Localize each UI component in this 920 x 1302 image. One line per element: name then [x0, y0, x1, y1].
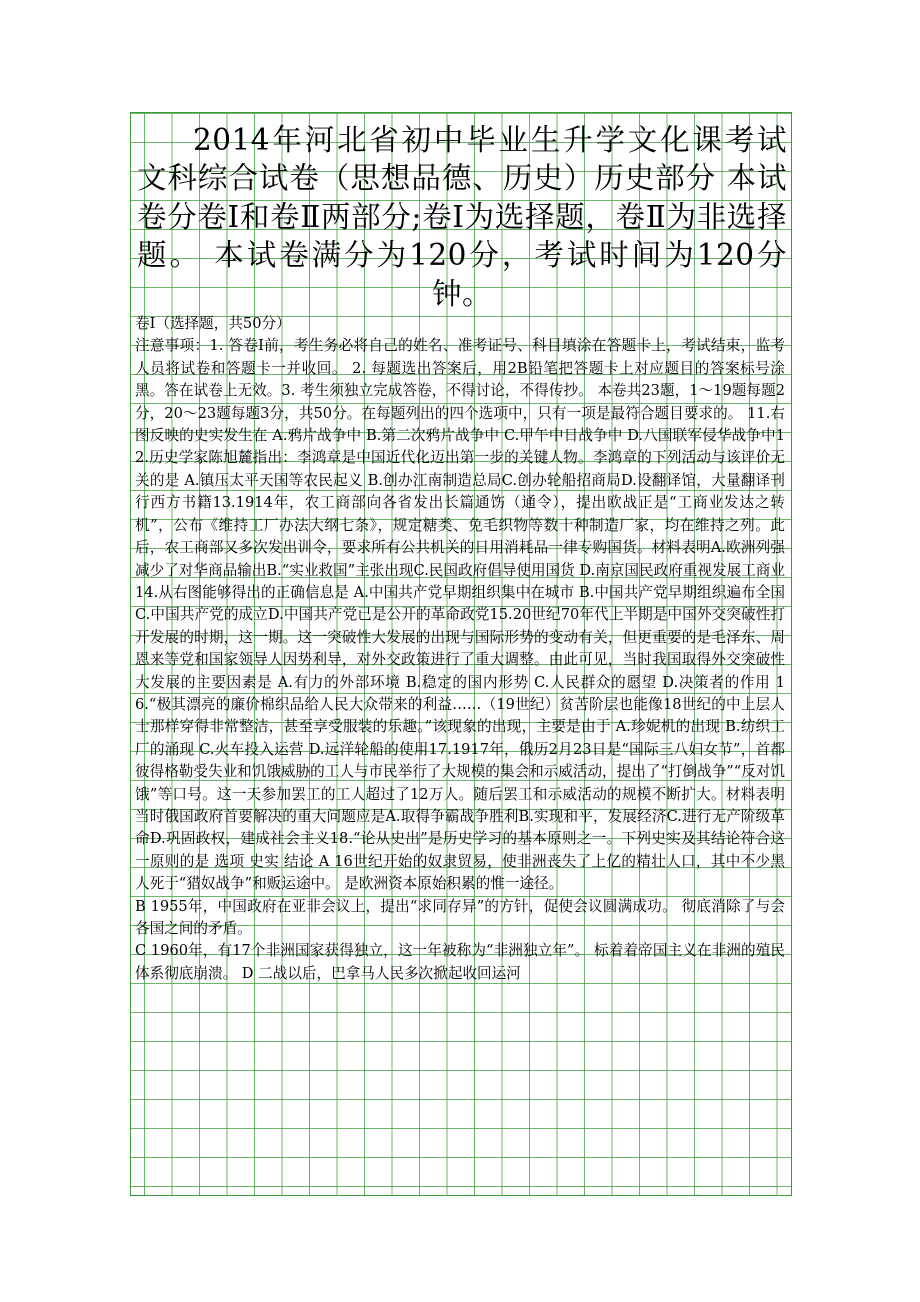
option-b-row: B 1955年，中国政府在亚非会议上，提出“求同存异”的方针，促使会议圆满成功。 彻底消除了与会各国之间的矛盾。: [135, 897, 785, 937]
section-heading: 卷Ⅰ（选择题，共50分）: [135, 315, 291, 333]
exam-title: 2014年河北省初中毕业生升学文化课考试 文科综合试卷（思想品德、历史）历史部分 本试卷分卷Ⅰ和卷Ⅱ两部分;卷Ⅰ为选择题，卷Ⅱ为非选择题。 本试卷满分为120分，考试时间为120分钟。: [137, 123, 787, 311]
option-c-row: C 1960年，有17个非洲国家获得独立，这一年被称为“非洲独立年”。 标着着帝国主义在非洲的殖民体系彻底崩溃。 D 二战以后，巴拿马人民多次掀起收回运河: [135, 942, 785, 982]
exam-page: [130, 112, 792, 1196]
exam-body-text: 注意事项：1. 答卷Ⅰ前，考生务必将自己的姓名、准考证号、科目填涂在答题卡上，考试结束，监考人员将试卷和答题卡一并收回。 2. 每题选出答案后，用2B铅笔把答题卡上对应题目的答案标号涂黑。答在试卷上无效。3. 考生须独立完成答卷，不得讨论，不得传抄。 本卷共23题，1～19题每题2分，20～23题每题3分，共50分。在每题列出的四个选项中，只有一项是最符合题目要求的。 11.右图反映的史实发生在 A.鸦片战争中 B.第二次鸦片战争中 C.甲午中日战争中 D.八国联军侵华战争中12.历史学家陈旭麓指出：李鸿章是中国近代化迈出第一步的关键人物。李鸿章的下列活动与该评价无关的是 A.镇压太平天国等农民起义 B.创办江南制造总局C.创办轮船招商局D.设翻译馆，大量翻译刊行西方书籍13.1914年，农工商部向各省发出长篇通饬（通令），提出欧战正是“工商业发达之转机”，公布《维持工厂办法大纲七条》，规定糖类、免毛织物等数十种制造厂家，均在维持之列。此后，农工商部又多次发出训令，要求所有公共机关的日用消耗品一律专购国货。材料表明A.欧洲列强减少了对华商品输出B.“实业救国”主张出现C.民国政府倡导使用国货 D.南京国民政府重视发展工商业 14.从右图能够得出的正确信息是 A.中国共产党早期组织集中在城市 B.中国共产党早期组织遍布全国 C.中国共产党的成立D.中国共产党已是公开的革命政党15.20世纪70年代上半期是中国外交突破性打开发展的时期，这一期。这一突破性大发展的出现与国际形势的变动有关，但更重要的是毛泽东、周恩来等党和国家领导人因势利导，对外交政策进行了重大调整。由此可见，当时我国取得外交突破性大发展的主要因素是 A.有力的外部环境 B.稳定的国内形势 C.人民群众的愿望 D.决策者的作用 16.“极其漂亮的廉价棉织品给人民大众带来的利益……（19世纪）贫苦阶层也能像18世纪的中上层人士那样穿得非常整洁，甚至享受服装的乐趣。”该现象的出现，主要是由于 A.珍妮机的出现 B.纺织工厂的涌现 C.火车投入运营 D.远洋轮船的使用17.1917年，俄历2月23日是“国际三八妇女节”，首都彼得格勒受失业和饥饿威胁的工人与市民举行了大规模的集会和示威活动，提出了“打倒战争”“反对饥饿”等口号。这一天参加罢工的工人超过了12万人。随后罢工和示威活动的规模不断扩大。材料表明当时俄国政府首要解决的重大问题应是A.取得争霸战争胜利B.实现和平，发展经济C.进行无产阶级革命D.巩固政权，建成社会主义18.“论从史出”是历史学习的基本原则之一。下列史实及其结论符合这一原则的是 选项 史实 结论 A 16世纪开始的奴隶贸易，使非洲丧失了上亿的精壮人口，其中不少黑人死于“猎奴战争”和贩运途中。 是欧洲资本原始积累的惟一途径。: [135, 337, 785, 893]
